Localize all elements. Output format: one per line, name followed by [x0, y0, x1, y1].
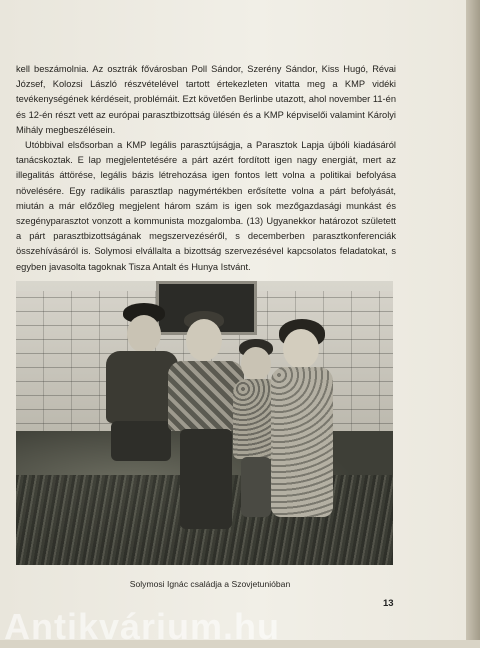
person-woman — [271, 319, 333, 539]
page-number: 13 — [383, 598, 394, 609]
watermark: Antikvárium.hu — [4, 606, 281, 647]
paragraph-1: kell beszámolnia. Az osztrák fővárosban Poll Sándor, Szerény Sándor, Kiss Hugó, Révai József, Kolozsi László részvételével tartott értekezleten vitatta meg a KMP vidéki tevékenységének kérdéseit, problémáit. Ezt követően Berlinbe utazott, ahol november 11-én és 12-én részt vett az európai parasztbizottság ülésén és a KMP képviselői valamint Károlyi Mihály megbeszélésein. — [16, 64, 396, 135]
photo-caption: Solymosi Ignác családja a Szovjetunióban — [129, 579, 291, 589]
body-text — [16, 62, 396, 275]
paragraph-2: Utóbbival elsősorban a KMP legális parasztújságja, a Parasztok Lapja újbóli kiadásáról tanácskoztak. E lap megjelentetésére a párt azért fordított igen nagy energiát, mert az illegalitás áttörése, legális bázis létrehozása igen fontos lett volna a politikai befolyása növelésére. Egy radikális parasztlap nagymértékben erősítette volna a párt befolyását, miután a már előzőleg megjelent három szám is igen sok mezőgazdasági munkást és szegényparasztot vonzott a kommunista mozgalomba. (13) Ugyanekkor határozot született a párt parasztbizottságának megszervezéséről, s decemberben parasztkonferenciák összehívásáról is. Solymosi elvállalta a bizottság szervezésével kapcsolatos feladatokat, s egyben javasolta tagoknak Tisza Antalt és Hunya Istvánt. — [16, 140, 396, 272]
family-photo — [16, 281, 393, 565]
page-edge — [466, 0, 480, 640]
